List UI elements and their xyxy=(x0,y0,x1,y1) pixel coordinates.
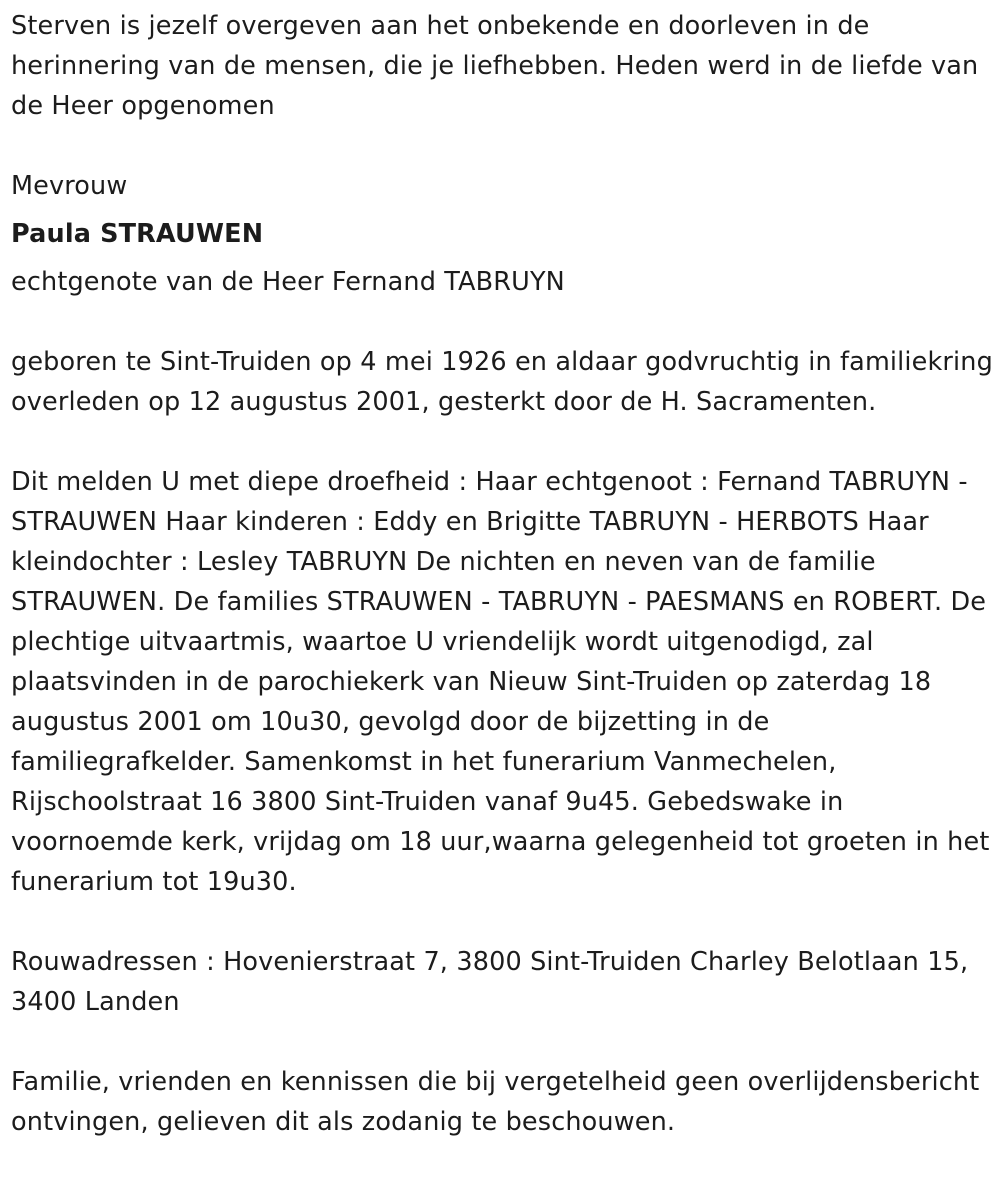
deceased-name: Paula STRAUWEN xyxy=(11,219,264,249)
addresses-text: Rouwadressen : Hovenierstraat 7, 3800 Sint-Truiden Charley Belotlaan 15, 3400 Landen xyxy=(11,947,969,1017)
spouse-line: echtgenote van de Heer Fernand TABRUYN xyxy=(11,267,565,297)
birth-death-text: geboren te Sint-Truiden op 4 mei 1926 en aldaar godvruchtig in familiekring overleden op 12 augustus 2001, gesterkt door de H. Sacramenten. xyxy=(11,347,993,417)
closing-text: Familie, vrienden en kennissen die bij vergetelheid geen overlijdensbericht ontvingen, gelieven dit als zodanig te beschouwen. xyxy=(11,1067,980,1137)
intro-text: Sterven is jezelf overgeven aan het onbekende en doorleven in de herinnering van de mensen, die je liefhebben. Heden werd in de liefde van de Heer opgenomen xyxy=(11,11,979,121)
announcement-text: Dit melden U met diepe droefheid : Haar echtgenoot : Fernand TABRUYN - STRAUWEN Haar kinderen : Eddy en Brigitte TABRUYN - HERBOTS Haar kleindochter : Lesley TABRUYN De nichten en neven van de familie STRAUWEN. De families STRAUWEN - TABRUYN - PAESMANS en ROBERT. De plechtige uitvaartmis, waartoe U vriendelijk wordt uitgenodigd, zal plaatsvinden in de parochiekerk van Nieuw Sint-Truiden op zaterdag 18 augustus 2001 om 10u30, gevolgd door de bijzetting in de familiegrafkelder. Samenkomst in het funerarium Vanmechelen, Rijschoolstraat 16 3800 Sint-Truiden vanaf 9u45. Gebedswake in voornoemde kerk, vrijdag om 18 uur,waarna gelegenheid tot groeten in het funerarium tot 19u30. xyxy=(11,467,990,897)
death-notice xyxy=(11,6,993,1142)
title-prefix: Mevrouw xyxy=(11,171,128,201)
